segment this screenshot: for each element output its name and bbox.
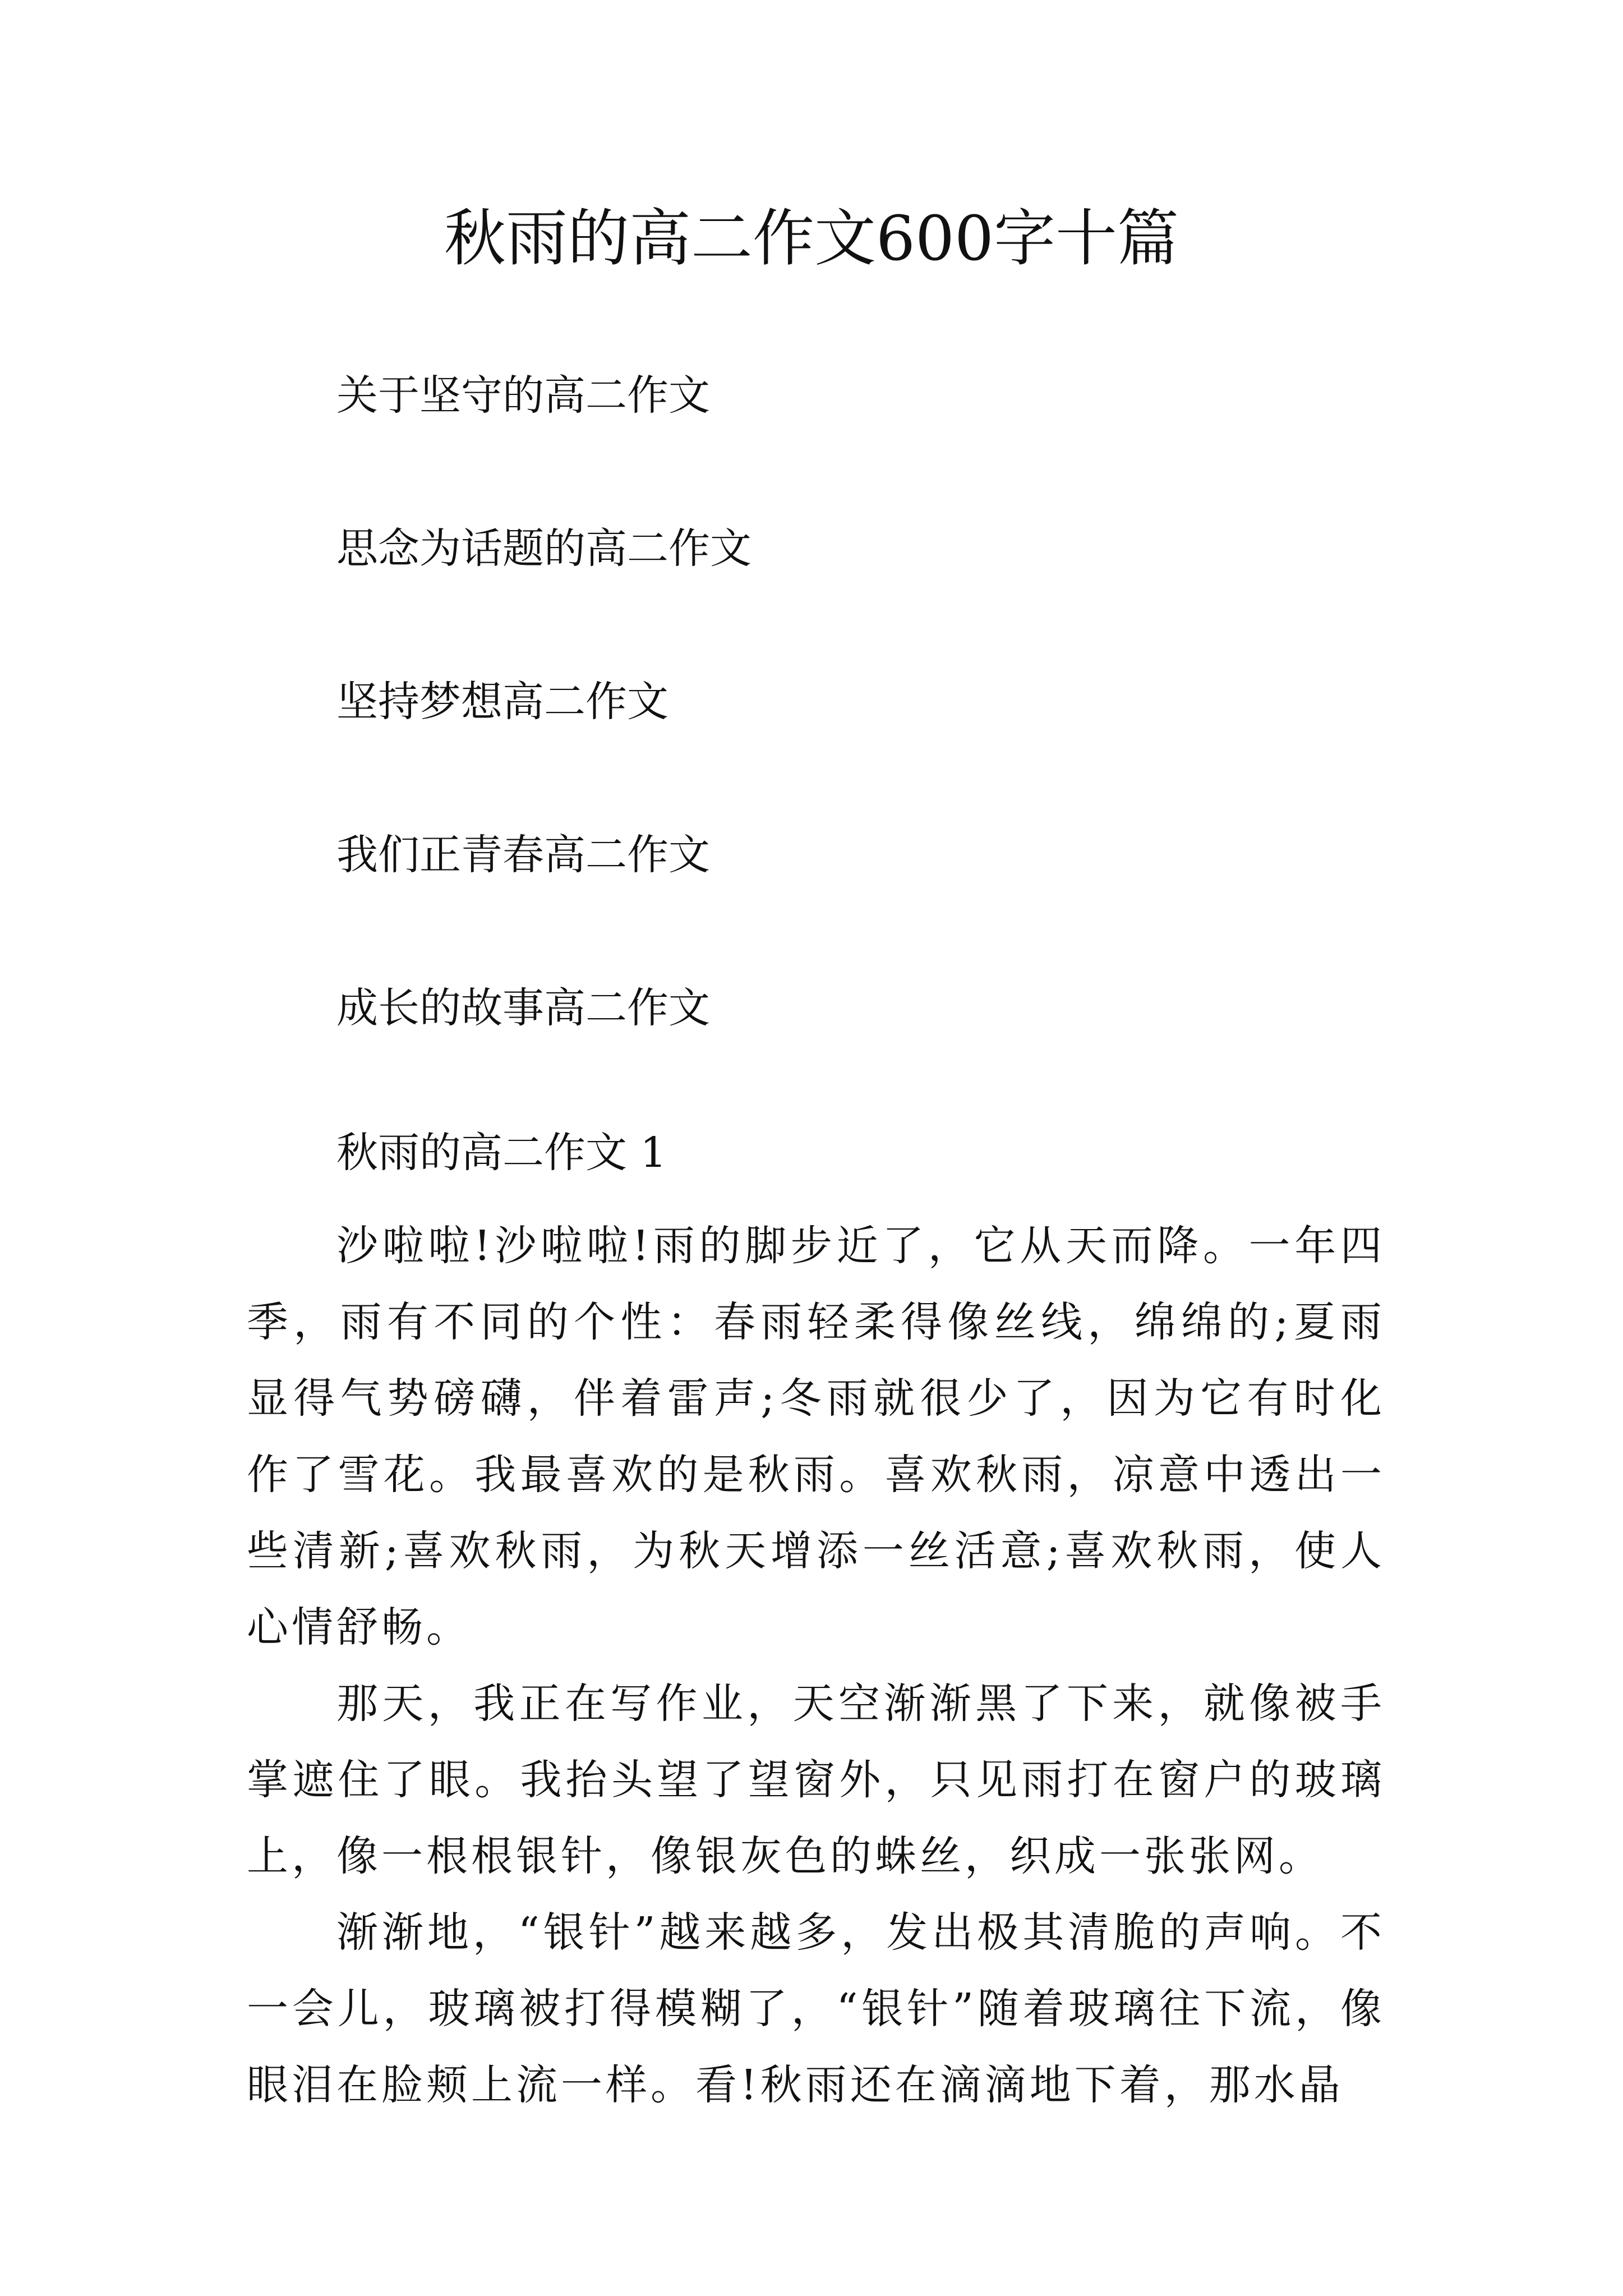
paragraph: 那天，我正在写作业，天空渐渐黑了下来，就像被手掌遮住了眼。我抬头望了望窗外，只见雨打在窗户的玻璃上，像一根根银针，像银灰色的蛛丝，织成一张张网。 xyxy=(247,1680,1385,1880)
related-article-item: 关于坚守的高二作文 xyxy=(336,371,710,420)
paragraph: 沙啦啦!沙啦啦!雨的脚步近了，它从天而降。一年四季，雨有不同的个性：春雨轻柔得像丝线，绵绵的;夏雨显得气势磅礴，伴着雷声;冬雨就很少了，因为它有时化作了雪花。我最喜欢的是秋雨。喜欢秋雨，凉意中透出一些清新;喜欢秋雨，为秋天增添一丝活意;喜欢秋雨，使人心情舒畅。 xyxy=(247,1222,1385,1651)
related-article-item: 思念为话题的高二作文 xyxy=(336,524,751,573)
related-article-item: 我们正青春高二作文 xyxy=(336,831,710,879)
paragraph: 渐渐地，“银针”越来越多，发出极其清脆的声响。不一会儿，玻璃被打得模糊了，“银针”随着玻璃往下流，像眼泪在脸颊上流一样。看!秋雨还在滴滴地下着，那水晶 xyxy=(247,1908,1385,2109)
document-title: 秋雨的高二作文600字十篇 xyxy=(444,203,1179,274)
article-body xyxy=(247,1208,1385,2123)
related-articles-list xyxy=(336,370,751,1136)
related-article-item: 成长的故事高二作文 xyxy=(336,984,710,1032)
section-heading: 秋雨的高二作文 1 xyxy=(336,1129,667,1177)
related-article-item: 坚持梦想高二作文 xyxy=(336,678,668,726)
